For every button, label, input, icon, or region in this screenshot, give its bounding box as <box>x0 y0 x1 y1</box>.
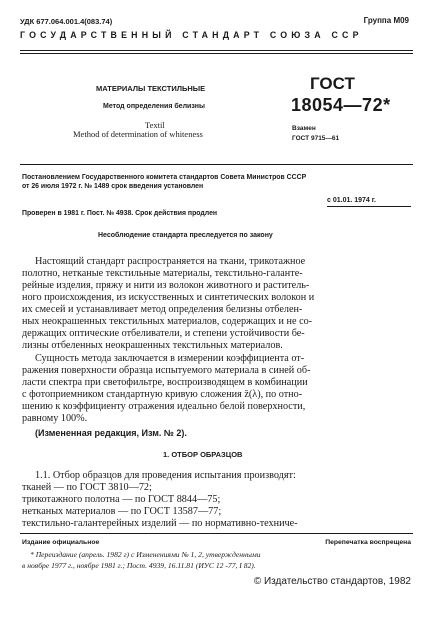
section-line: нетканых материалов — по ГОСТ 13587—77; <box>22 506 222 517</box>
para2-line: с фотоприемником стандартную кривую сложения z̄(λ), по отно- <box>22 389 303 400</box>
section-line: 1.1. Отбор образцов для проведения испытания производят: <box>35 470 296 481</box>
para1-line: их смесей и устанавливает метод определения белизны отбелен- <box>22 304 303 315</box>
header-rule-2 <box>20 53 413 54</box>
replaces-label: Взамен <box>292 125 316 132</box>
para1-line: лизны отбеленных неокрашенных текстильных материалов. <box>22 340 283 351</box>
reissue-note-line-2: в ноябре 1977 г., ноябре 1981 г.; Пост. 4939, 16.11.81 (ИУС 12 -77, I 82). <box>22 561 256 570</box>
document-subtitle: Метод определения белизны <box>103 103 206 110</box>
group-code: Группа М09 <box>363 16 409 25</box>
para2-line: равному 100%. <box>22 413 88 424</box>
copyright: © Издательство стандартов, 1982 <box>253 576 411 587</box>
state-standard-heading: ГОСУДАРСТВЕННЫЙ СТАНДАРТ СОЮЗА ССР <box>20 30 363 40</box>
amendment-note: (Измененная редакция, Изм. № 2). <box>35 428 187 438</box>
section-line: трикотажного полотна — по ГОСТ 8844—75; <box>22 494 221 505</box>
gost-label: ГОСТ <box>310 74 355 93</box>
decree-line-1: Постановлением Государственного комитета стандартов Совета Министров СССР <box>22 174 307 181</box>
title-rule <box>20 164 413 165</box>
document-title: МАТЕРИАЛЫ ТЕКСТИЛЬНЫЕ <box>96 84 206 93</box>
para2-line: ласти спектра при светофильтре, воспроизводящем в комбинации <box>22 377 308 388</box>
section-title: 1. ОТБОР ОБРАЗЦОВ <box>163 450 243 459</box>
checked-note: Проверен в 1981 г. Пост. № 4938. Срок действия продлен <box>22 210 218 217</box>
footer-rule <box>20 533 413 534</box>
title-en-1: Textil <box>145 120 165 130</box>
section-line: тканей — по ГОСТ 3810—72; <box>22 482 152 493</box>
para2-line: ражения поверхности образца испытуемого материала в синей об- <box>22 365 311 376</box>
para1-line: держащих оптические отбеливатели, и степени устойчивости бе- <box>22 328 305 339</box>
section-line: текстильно-галантерейных изделий — по нормативно-техниче- <box>22 518 298 529</box>
effective-date-underline <box>327 206 411 207</box>
decree-line-2: от 26 июля 1972 г. № 1489 срок введения установлен <box>22 183 204 190</box>
official-edition: Издание официальное <box>22 539 100 546</box>
para1-line: ных неокрашенных текстильных материалов, содержащих и не со- <box>22 316 313 327</box>
reprint-forbidden: Перепечатка воспрещена <box>325 539 411 546</box>
para2-line: шению к коэффициенту отражения идеально белой поверхности, <box>22 401 306 412</box>
para1-line: Настоящий стандарт распространяется на ткани, трикотажное <box>35 256 306 267</box>
header-rule-1 <box>20 50 413 51</box>
title-en-2: Method of determination of whiteness <box>73 129 203 139</box>
effective-date: с 01.01. 1974 г. <box>327 197 376 204</box>
para1-line: ного происхождения, из искусственных и синтетических волокон и <box>22 292 315 303</box>
udk-code: УДК 677.064.001.4(083.74) <box>20 17 113 26</box>
para2-line: Сущность метода заключается в измерении коэффициента от- <box>35 353 305 364</box>
replaces-number: ГОСТ 9715—61 <box>292 135 340 142</box>
prosecution-note: Несоблюдение стандарта преследуется по закону <box>98 232 273 239</box>
para1-line: рейные изделия, пряжу и нити из волокон животного и раститель- <box>22 280 310 291</box>
para1-line: полотно, нетканые текстильные материалы, текстильно-галанте- <box>22 268 303 279</box>
reissue-note-line-1: * Переиздание (апрель. 1982 г) с Изменениями № 1, 2, утвержденными <box>30 550 261 559</box>
gost-number: 18054—72* <box>291 95 391 115</box>
